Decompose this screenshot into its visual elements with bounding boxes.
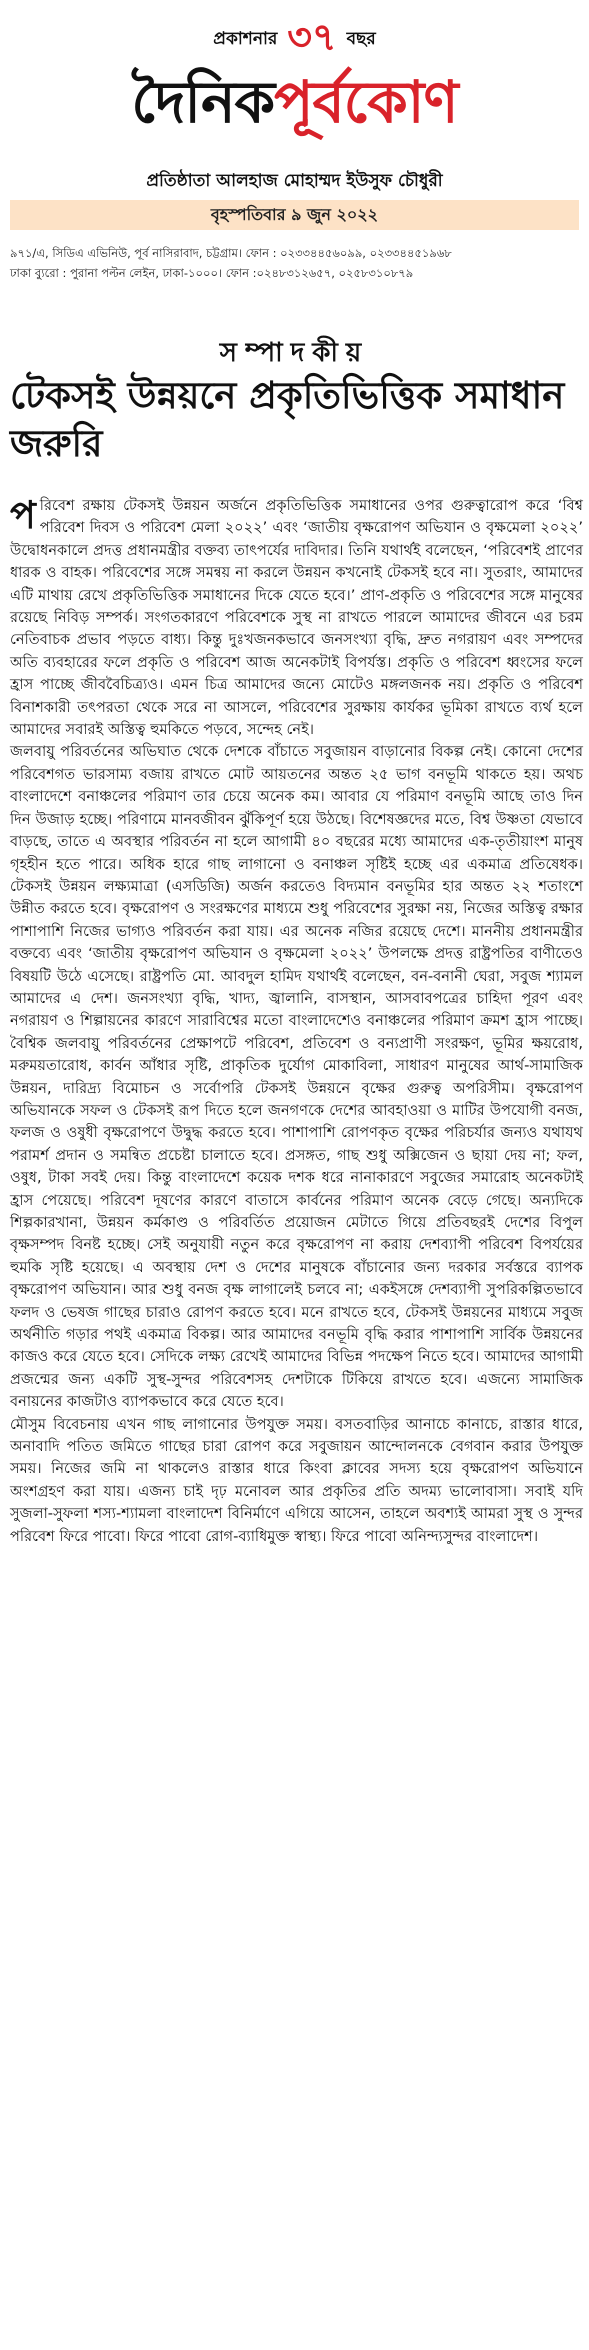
since-prefix: প্রকাশনার: [213, 29, 278, 49]
newspaper-name-part1: দৈনিক: [131, 68, 275, 136]
paragraph-3: মৌসুম বিবেচনায় এখন গাছ লাগানোর উপযুক্ত সময়। বসতবাড়ির আনাচে কানাচে, রাস্তার ধারে, অনাবাদি পতিত জমিতে গাছের চারা রোপণ করে সবুজায়ন আন্দোলনকে বেগবান করার উপযুক্ত সময়। নিজের জমি না থাকলেও রাস্তার ধারে কিংবা ক্লাবের সদস্য হয়ে বৃক্ষরোপণ অভিযানে অংশগ্রহণ করা যায়। এজন্য চাই দৃঢ় মনোবল আর প্রকৃতির প্রতি অদম্য ভালোবাসা। সবাই যদি সুজলা-সুফলা শস্য-শ্যামলা বাংলাদেশ বিনির্মাণে এগিয়ে আসেন, তাহলে অবশ্যই আমরা সুস্থ ও সুন্দর পরিবেশ ফিরে পাবো। ফিরে পাবো রোগ-ব্যাধিমুক্ত স্বাস্থ্য। ফিরে পাবো অনিন্দ্যসুন্দর বাংলাদেশ।: [10, 1415, 583, 1545]
address-line-2: ঢাকা ব্যুরো : পুরানা পল্টন লেইন, ঢাকা-১০০০। ফোন :০২৪৮৩১২৬৫৭, ০২৫৮৩১০৮৭৯: [10, 266, 414, 280]
address-line-1: ৯৭১/এ, সিডিএ এভিনিউ, পূর্ব নাসিরাবাদ, চট্টগ্রাম। ফোন : ০২৩৩৪৪৫৬০৯৯, ০২৩৩৪৪৫১৯৬৮: [10, 246, 452, 260]
masthead: [0, 0, 589, 290]
since-number: ৩৭: [287, 15, 337, 59]
paragraph-1-text: রিবেশ রক্ষায় টেকসই উন্নয়ন অর্জনে প্রকৃতিভিত্তিক সমাধানের ওপর গুরুত্বারোপ করে ‘বিশ্ব পরিবেশ দিবস ও পরিবেশ মেলা ২০২২’ এবং ‘জাতীয় বৃক্ষরোপণ অভিযান ও বৃক্ষমেলা ২০২২’ উদ্বোধনকালে প্রদত্ত প্রধানমন্ত্রীর বক্তব্য তাৎপর্যের দাবিদার। তিনি যথার্থই বলেছেন, ‘পরিবেশই প্রাণের ধারক ও বাহক। পরিবেশের সঙ্গে সমন্বয় না করলে উন্নয়ন কখনোই টেকসই হবে না। সুতরাং, আমাদের এটি মাথায় রেখে প্রকৃতিভিত্তিক সমাধানের দিকে যেতে হবে।’ প্রাণ-প্রকৃতি ও পরিবেশের সঙ্গে মানুষের রয়েছে নিবিড় সম্পর্ক। সংগতকারণে পরিবেশকে সুস্থ না রাখতে পারলে আমাদের জীবনে এর চরম নেতিবাচক প্রভাব পড়তে বাধ্য। কিন্তু দুঃখজনকভাবে জনসংখ্যা বৃদ্ধি, দ্রুত নগরায়ণ এবং সম্পদের অতি ব্যবহারের ফলে প্রকৃতি ও পরিবেশ আজ অনেকটাই বিপর্যস্ত। প্রকৃতি ও পরিবেশ ধ্বংসের ফলে হ্রাস পাচ্ছে জীববৈচিত্র্যও। এমন চিত্র আমাদের জন্যে মোটেও মঙ্গলজনক নয়। প্রকৃতি ও পরিবেশ বিনাশকারী তৎপরতা থেকে সরে না আসলে, পরিবেশের সুরক্ষায় কার্যকর ভূমিকা রাখতে ব্যর্থ হলে আমাদের সবারই অস্তিত্ব হুমকিতে পড়বে, সন্দেহ নেই।: [10, 497, 583, 739]
section-title: সম্পাদকীয়: [219, 338, 370, 368]
article-body: [10, 495, 583, 1548]
newspaper-name-part2: পূর্বকোণ: [274, 68, 458, 136]
article-headline: টেকসই উন্নয়নে প্রকৃতিভিত্তিক সমাধান জরুরি: [10, 374, 565, 465]
date-bar: বৃহস্পতিবার ৯ জুন ২০২২: [10, 200, 579, 230]
drop-cap: প: [10, 493, 36, 537]
founder-line: প্রতিষ্ঠাতা আলহাজ মোহাম্মদ ইউসুফ চৌধুরী: [146, 171, 443, 191]
since-suffix: বছর: [346, 29, 376, 49]
paragraph-2: জলবায়ু পরিবর্তনের অভিঘাত থেকে দেশকে বাঁচাতে সবুজায়ন বাড়ানোর বিকল্প নেই। কোনো দেশের পরিবেশগত ভারসাম্য বজায় রাখতে মোট আয়তনের অন্তত ২৫ ভাগ বনভূমি থাকতে হয়। অথচ বাংলাদেশে বনাঞ্চলের পরিমাণ তার চেয়ে অনেক কম। আবার যে পরিমাণ বনভূমি আছে তাও দিন দিন উজাড় হচ্ছে। পরিণামে মানবজীবন ঝুঁকিপূর্ণ হয়ে উঠছে। বিশেষজ্ঞদের মতে, বিশ্ব উষ্ণতা যেভাবে বাড়ছে, তাতে এ অবস্থার পরিবর্তন না হলে আগামী ৪০ বছরের মধ্যে আমাদের এক-তৃতীয়াংশ মানুষ গৃহহীন হতে পারে। অধিক হারে গাছ লাগানো ও বনাঞ্চল সৃষ্টিই হচ্ছে এর একমাত্র প্রতিষেধক। টেকসই উন্নয়ন লক্ষ্যমাত্রা (এসডিজি) অর্জন করতেও বিদ্যমান বনভূমির হার অন্তত ২২ শতাংশে উন্নীত করতে হবে। বৃক্ষরোপণ ও সংরক্ষণের মাধ্যমে শুধু পরিবেশের সুরক্ষা নয়, নিজের অস্তিত্ব রক্ষার পাশাপাশি নিজের ভাগ্যও পরিবর্তন করা যায়। এর অনেক নজির রয়েছে দেশে। মাননীয় প্রধানমন্ত্রীর বক্তব্যে এবং ‘জাতীয় বৃক্ষরোপণ অভিযান ও বৃক্ষমেলা ২০২২’ উপলক্ষে প্রদত্ত রাষ্ট্রপতির বাণীতেও বিষয়টি উঠে এসেছে। রাষ্ট্রপতি মো. আবদুল হামিদ যথার্থই বলেছেন, বন-বনানী ঘেরা, সবুজ শ্যামল আমাদের এ দেশ। জনসংখ্যা বৃদ্ধি, খাদ্য, জ্বালানি, বাসস্থান, আসবাবপত্রের চাহিদা পূরণ এবং নগরায়ণ ও শিল্পায়নের কারণে সারাবিশ্বের মতো বাংলাদেশেও বনাঞ্চলের পরিমাণ ক্রমশ হ্রাস পাচ্ছে। বৈশ্বিক জলবায়ু পরিবর্তনের প্রেক্ষাপটে পরিবেশ, প্রতিবেশ ও বন্যপ্রাণী সংরক্ষণ, ভূমির ক্ষয়রোধ, মরুময়তারোধ, কার্বন আঁধার সৃষ্টি, প্রাকৃতিক দুর্যোগ মোকাবিলা, সাধারণ মানুষের আর্থ-সামাজিক উন্নয়ন, দারিদ্র্য বিমোচন ও সর্বোপরি টেকসই উন্নয়নে বৃক্ষের গুরুত্ব অপরিসীম। বৃক্ষরোপণ অভিযানকে সফল ও টেকসই রূপ দিতে হলে জনগণকে দেশের আবহাওয়া ও মাটির উপযোগী বনজ, ফলজ ও ওষুধী বৃক্ষরোপণে উদ্বুদ্ধ করতে হবে। পাশাপাশি রোপণকৃত বৃক্ষের পরিচর্যার জন্যও যথাযথ পরামর্শ প্রদান ও সমন্বিত প্রচেষ্টা চালাতে হবে। প্রসঙ্গত, গাছ শুধু অক্সিজেন ও ছায়া দেয় না; ফল, ওষুধ, টাকা সবই দেয়। কিন্তু বাংলাদেশে কয়েক দশক ধরে নানাকারণে সবুজের সমারোহ অনেকটাই হ্রাস পেয়েছে। পরিবেশ দূষণের কারণে বাতাসে কার্বনের পরিমাণ অনেক বেড়ে গেছে। অন্যদিকে শিল্পকারখানা, উন্নয়ন কর্মকাণ্ড ও পরিবর্তিত প্রয়োজন মেটাতে গিয়ে প্রতিবছরই দেশের বিপুল বৃক্ষসম্পদ বিনষ্ট হচ্ছে। সেই অনুযায়ী নতুন করে বৃক্ষরোপণ না করায় দেশব্যাপী পরিবেশ বিপর্যয়ের হুমকি সৃষ্টি হয়েছে। এ অবস্থায় দেশ ও দেশের মানুষকে বাঁচানোর জন্য দরকার সর্বস্তরে ব্যাপক বৃক্ষরোপণ অভিযান। আর শুধু বনজ বৃক্ষ লাগালেই চলবে না; একইসঙ্গে দেশব্যাপী সুপরিকল্পিতভাবে ফলদ ও ভেষজ গাছের চারাও রোপণ করতে হবে। মনে রাখতে হবে, টেকসই উন্নয়নের মাধ্যমে সবুজ অর্থনীতি গড়ার পথই একমাত্র বিকল্প। আর আমাদের বনভূমি বৃদ্ধি করার পাশাপাশি সার্বিক উন্নয়নের কাজও করে যেতে হবে। সেদিকে লক্ষ্য রেখেই আমাদের বিভিন্ন পদক্ষেপ নিতে হবে। আমাদের আগামী প্রজন্মের জন্য একটি সুস্থ-সুন্দর পরিবেশসহ দেশটাকে টিকিয়ে রাখতে হবে। এজন্যে সামাজিক বনায়নের কাজটাও ব্যাপকভাবে করে যেতে হবে।: [10, 743, 583, 1411]
paragraph-1: [10, 495, 583, 741]
newspaper-name: [0, 62, 589, 142]
